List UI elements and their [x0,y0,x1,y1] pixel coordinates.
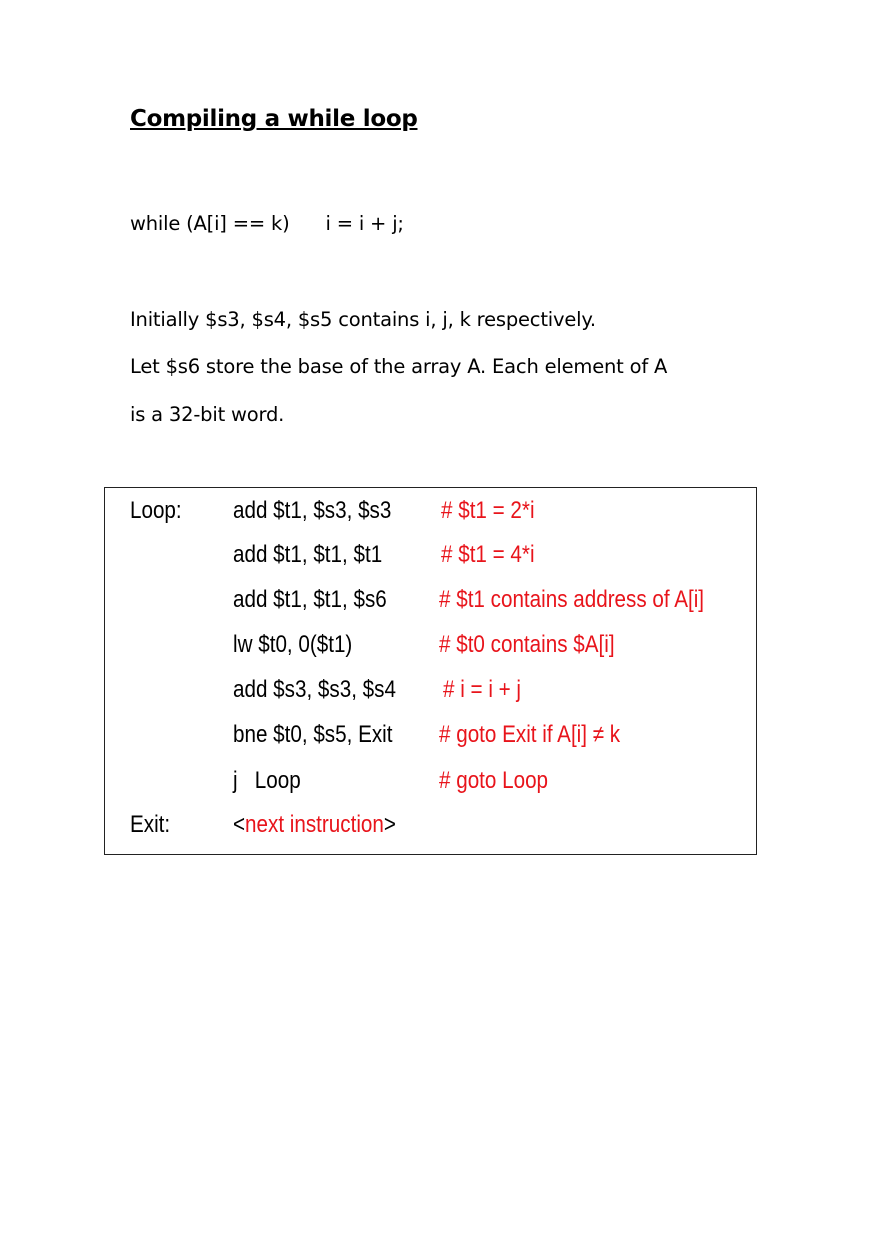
asm-comment: # $t1 = 4*i [441,541,535,568]
asm-instruction: add $t1, $t1, $s6 [233,586,387,613]
assembly-row [105,676,756,716]
next-instruction [233,811,396,839]
asm-comment: # $t1 contains address of A[i] [439,586,705,613]
asm-comment: # goto Exit if A[i] ≠ k [439,721,621,748]
asm-comment: # i = i + j [443,676,522,703]
while-loop-code: while (A[i] == k) i = i + j; [130,212,404,235]
assembly-row [105,767,756,807]
assembly-row [105,631,756,671]
page-title: Compiling a while loop [130,106,418,132]
exit-row [105,811,756,851]
assembly-code-box [104,487,757,855]
open-bracket: < [233,811,246,838]
asm-comment: # $t0 contains $A[i] [439,631,615,658]
exit-label: Exit: [130,811,171,838]
asm-instruction: j Loop [233,767,301,794]
asm-instruction: add $s3, $s3, $s4 [233,676,396,703]
assembly-row [105,497,756,537]
asm-instruction: lw $t0, 0($t1) [233,631,353,658]
asm-comment: # goto Loop [439,767,549,794]
close-bracket: > [383,811,396,838]
asm-instruction: add $t1, $s3, $s3 [233,497,392,524]
description-line: is a 32-bit word. [130,403,285,426]
description-line: Let $s6 store the base of the array A. Each element of A [130,355,668,378]
assembly-row [105,541,756,581]
asm-comment: # $t1 = 2*i [441,497,535,524]
next-instruction-text: next instruction [245,811,384,838]
assembly-row [105,586,756,626]
asm-instruction: add $t1, $t1, $t1 [233,541,383,568]
asm-label: Loop: [130,497,182,524]
asm-instruction: bne $t0, $s5, Exit [233,721,393,748]
description-line: Initially $s3, $s4, $s5 contains i, j, k respectively. [130,308,596,331]
assembly-row [105,721,756,761]
